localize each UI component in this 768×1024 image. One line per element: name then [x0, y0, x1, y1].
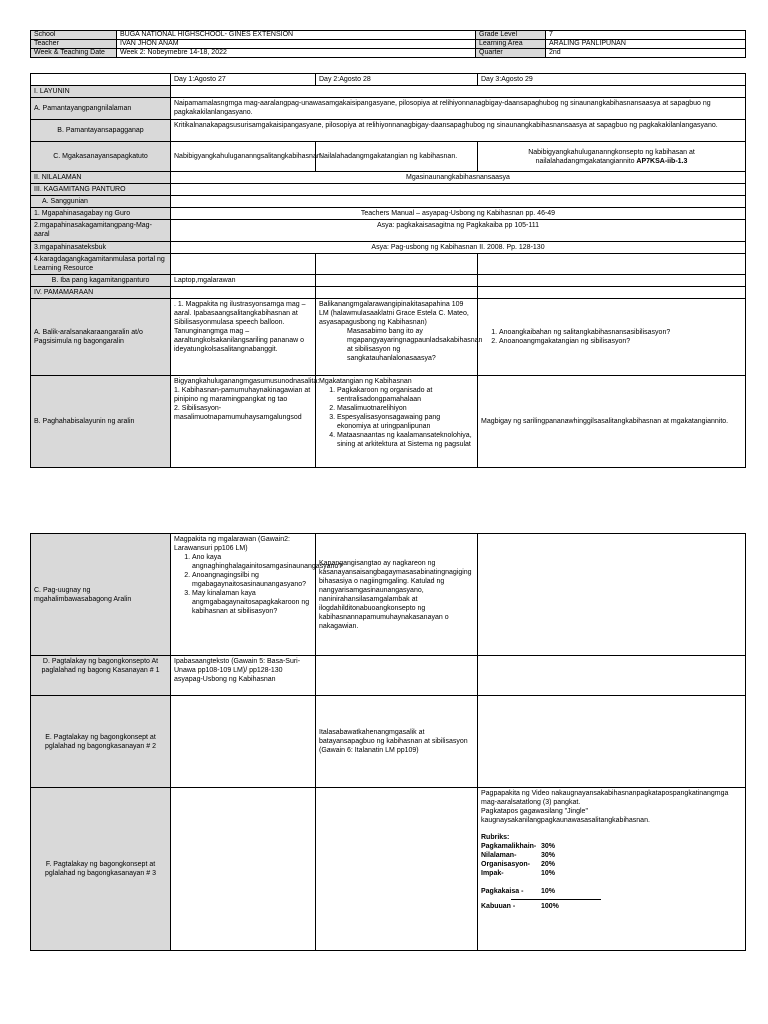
rubric-name: Impak- — [481, 870, 504, 877]
list-item: 2. Masalimuotnarelihiyon — [337, 404, 474, 413]
paghahabi-day1: Bigyangkahuluganangmgasumusunodnasalita: 1. Kabihasnan-pamumuhaynakinagawian at pinipino ng maramingpangkat ng tao 2. Sibilisasyon-masalimuotnapamumuhaysamgalungsod — [171, 376, 316, 468]
rubric-name: Pagkamalikhain- — [481, 843, 537, 850]
iba-pang-kagamitan-label: B. Iba pang kagamitangpanturo — [31, 275, 171, 287]
pag-uugnay-day1: Magpakita ng mgalarawan (Gawain2: Larawansuri pp106 LM) 1. Ano kaya angnaghinghalagainitosamgasinaunangasyano? 2. Anoangnagingsilbi ng mgabagaynaitosasinaunangasyano? 3. May kinalaman kaya angmgabagaynaitosapagkakaroon ng kabihasnan at sibilisasyon? — [171, 534, 316, 656]
sanggunian-label: A. Sanggunian — [31, 196, 171, 208]
plan-table-1 — [30, 73, 746, 468]
list-item: 1. Ano kaya angnaghinghalagainitosamgasinaunangasyano? — [192, 553, 312, 571]
kasanayan-day1: Nabibigyangkahulugananngsalitangkabihasnan. — [171, 142, 316, 172]
pagtalakay-3-label: F. Pagtalakay ng bagongkonsept at pglalahad ng bagongkasanayan # 3 — [31, 788, 171, 951]
paghahabi-label: B. Paghahabisalayunin ng aralin — [31, 376, 171, 468]
quarter-value: 2nd — [546, 49, 746, 58]
pagtalakay-1-day1: Ipabasaangteksto (Gawain 5: Basa-Suri-Unawa pp108-109 LM)/ pp128-130 asyapag-Usbong ng Kabihasnan — [171, 656, 316, 696]
school-value: BUGA NATIONAL HIGHSCHOOL- GINES EXTENSION — [117, 31, 476, 40]
rubric-value: 10% — [541, 870, 556, 877]
rubric-value: 20% — [541, 861, 556, 868]
list-item: 2. Anoangnagingsilbi ng mgabagaynaitosasinaunangasyano? — [192, 571, 312, 589]
school-label: School — [31, 31, 117, 40]
rubric-name: Pagkakaisa - — [481, 888, 524, 895]
header-table — [30, 30, 746, 58]
pagtalakay-1-label: D. Pagtalakay ng bagongkonsepto At paglalahad ng bagong Kasanayan # 1 — [31, 656, 171, 696]
plan-table-2 — [30, 533, 746, 951]
teacher-value: IVAN JHON ANAM — [117, 40, 476, 49]
rubric-name: Organisasyon- — [481, 861, 531, 868]
list-item: 2. Anoanoangmgakatangian ng sibilisasyon? — [499, 337, 742, 346]
paghahabi-day2: Mgakatangian ng Kabihasnan 1. Pagkakaroon ng organisado at sentralisadongpamahalaan 2. Masalimuotnarelihiyon 3. Espesyalisasyonsagawaing pang ekonomiya at uringpanlipunan 4. Mataasnaantas ng kaalamansateknolohiya, sining at arkitektura at Sistema ng pagsulat — [316, 376, 478, 468]
gabay-guro-text: Teachers Manual – asyapag-Usbong ng Kabihasnan pp. 46-49 — [171, 208, 746, 220]
kasanayan-label: C. Mgakasanayansapagkatuto — [31, 142, 171, 172]
rubric-total: Kabuuan - 100% — [481, 903, 559, 910]
teacher-label: Teacher — [31, 40, 117, 49]
balik-aral-day2: Balikanangmgalarawangipinakitasapahina 109 LM (halawmulasaaklatni Grace Estela C. Mateo, asyasapagusbong ng Kabihasnan) Masasabimo bang ito ay mgapangyayaringnagpaunladsakabihasnan at sibilisasyon ng sangkatauhanlalonasaasya? — [316, 299, 478, 376]
pagtalakay-2-day2: Italasabawatkahenangmgasalik at batayansapagbuo ng kabihasnan at sibilisasyon (Gawain 6: Italanatin LM pp109) — [316, 696, 478, 788]
rubric-name: Nilalaman- — [481, 852, 517, 859]
kagamitang-mag-aaral-text: Asya: pagkakaisasagitna ng Pagkakaiba pp 105-111 — [171, 220, 746, 242]
week-value: Week 2: Nobeymebre 14-18, 2022 — [117, 49, 476, 58]
day2-header: Day 2:Agosto 28 — [316, 74, 478, 86]
area-label: Learning Area — [476, 40, 546, 49]
rubric-value: 30% — [541, 852, 556, 859]
paghahabi-day3: Magbigay ng sarilingpananawhinggilsasalitangkabihasnan at mgakatangiannito. — [478, 376, 746, 468]
list-item: 1. Anoangkaibahan ng salitangkabihasnansasibilisasyon? — [499, 328, 742, 337]
balik-aral-label: A. Balik-aralsanakaraangaralin at/o Pagsisimula ng bagongaralin — [31, 299, 171, 376]
grade-label: Grade Level — [476, 31, 546, 40]
rubrics-title: Rubriks: — [481, 834, 510, 841]
list-item: 4. Mataasnaantas ng kaalamansateknolohiya, sining at arkitektura at Sistema ng pagsulat — [337, 431, 474, 449]
header-section — [30, 30, 745, 58]
iba-pang-kagamitan-text: Laptop,mgalarawan — [171, 275, 316, 287]
pamantayang-pangnilalaman-text: Naipamamalasngmga mag-aaralangpag-unawasamgakaisipangasyane, pilosopiya at relihiyonnanagbigay-daansapaghubog ng sinaunangkabihasnansaasya at sapagbuo ng pagkakakilanlangasyano. — [171, 98, 746, 120]
rubric-value: 10% — [541, 888, 556, 895]
gabay-guro-label: 1. Mgapahinasagabay ng Guro — [31, 208, 171, 220]
kasanayan-day2: Nailalahadangmgakatangian ng kabihasnan. — [316, 142, 478, 172]
day1-header: Day 1:Agosto 27 — [171, 74, 316, 86]
pamantayan-sa-pagganap-label: B. Pamantayansapagganap — [31, 120, 171, 142]
teksbuk-label: 3.mgapahinasateksbuk — [31, 242, 171, 254]
kasanayan-day3: Nabibigyangkahulugananngkonsepto ng kabihasan at nailalahadangmgakatangiannito AP7KSA-iib-1.3 — [478, 142, 746, 172]
plan-page-1 — [30, 73, 745, 468]
balik-aral-day3 — [478, 299, 746, 376]
day3-header: Day 3:Agosto 29 — [478, 74, 746, 86]
rubrics-table — [481, 842, 742, 896]
grade-value: 7 — [546, 31, 746, 40]
pamantayan-sa-pagganap-text: Kritikalnanakapagsusurisamgakaisipangasyane, pilosopiya at relihiyonnanagbigay-daansapaghubog ng sinaunangkabihasnansaasya at sapagbuo ng pagkakakilanlangasyano. — [171, 120, 746, 142]
quarter-label: Quarter — [476, 49, 546, 58]
teksbuk-text: Asya: Pag-usbong ng Kabihasnan II. 2008. Pp. 128-130 — [171, 242, 746, 254]
kagamitan-title: III. KAGAMITANG PANTURO — [31, 184, 171, 196]
list-item: 3. Espesyalisasyonsagawaing pang ekonomiya at uringpanlipunan — [337, 413, 474, 431]
balik-aral-day1: . 1. Magpakita ng ilustrasyonsamga mag – aaral. Ipabasaangsalitangkabihasnan at Sibilisasyonmulasa speech balloon. Tanunginangmga mag –aaraltungkolsakanilangsariling pananaw o ideyatungkolsasalitangnabanggit. — [171, 299, 316, 376]
pagtalakay-3-day3: Pagpapakita ng Video nakaugnayansakabihasnanpagkatapospangkatinangmga mag-aaralsatatlong (3) pangkat. Pagkatapos gagawasilang "Jingle" kaugnaysakanilangpagkaunawasasalitangkabihasnan. Rubriks: Pagkamalikhain- 30% Nilalaman- 30% Organisasyon- 20% Impak- 10% Pagkakaisa - 10% Kabuuan - 100% — [478, 788, 746, 951]
pamantayang-pangnilalaman-label: A. Pamantayangpangnilalaman — [31, 98, 171, 120]
rubric-value: 30% — [541, 843, 556, 850]
layunin-title: I. LAYUNIN — [31, 86, 171, 98]
pag-uugnay-day2: Kapangangisangtao ay nagkareon ng kasanayansaisangbagaymasasabinatingnagiging bihasasiya o nagiingmgaling. Katulad ng nangyarisamgasinaunangasyano, naninirahansilasamgalambak at ilogdahilditonabuoangkonsepto ng kabihasnannapamumuhaynakasanayan o nakagawian. — [316, 534, 478, 656]
competency-code: AP7KSA-iib-1.3 — [636, 157, 688, 165]
week-label: Week & Teaching Date — [31, 49, 117, 58]
area-value: ARALING PANLIPUNAN — [546, 40, 746, 49]
plan-page-2 — [30, 533, 745, 951]
pagtalakay-2-label: E. Pagtalakay ng bagongkonsept at pglalahad ng bagongkasanayan # 2 — [31, 696, 171, 788]
nilalaman-text: Mgasinaunangkabihasnansaasya — [171, 172, 746, 184]
nilalaman-title: II. NILALAMAN — [31, 172, 171, 184]
list-item: 1. Pagkakaroon ng organisado at sentralisadongpamahalaan — [337, 386, 474, 404]
kagamitang-mag-aaral-label: 2.mgapahinasakagamitangpang-Mag-aaral — [31, 220, 171, 242]
list-item: 3. May kinalaman kaya angmgabagaynaitosapagkakaroon ng kabihasnan at sibilisasyon? — [192, 589, 312, 616]
pamamaraan-title: IV. PAMAMARAAN — [31, 287, 171, 299]
rubric-divider — [511, 899, 601, 900]
learning-resource-label: 4.karagdagangkagamitanmulasa portal ng Learning Resource — [31, 254, 171, 275]
pag-uugnay-label: C. Pag-uugnay ng mgahalimbawasabagong Aralin — [31, 534, 171, 656]
